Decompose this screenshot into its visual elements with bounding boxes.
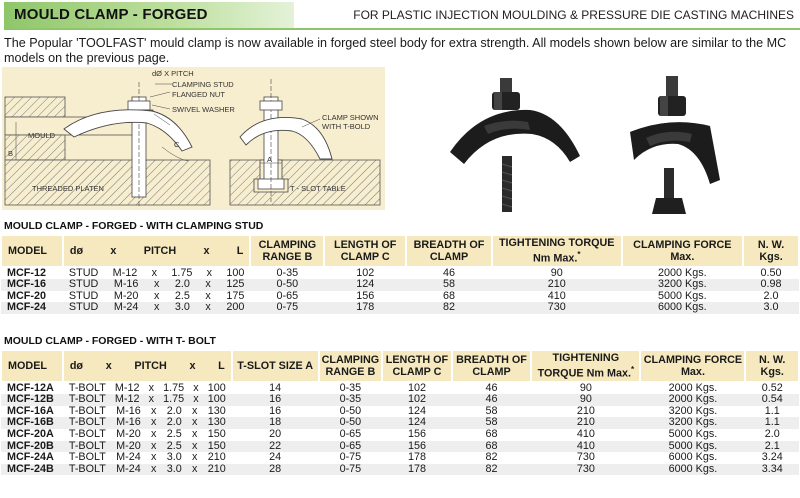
cell-model: MCF-12 [1,267,63,280]
cell-breadth: 46 [452,382,532,395]
cell-l: 210 [207,451,226,464]
cell-length: 124 [324,279,406,291]
cell-breadth: 46 [406,267,492,280]
cell-x1: x [151,266,157,279]
col-d: dø [69,244,84,257]
cell-model: MCF-20A [1,429,63,441]
cell-x2: x [192,462,198,475]
cell-range: 0-75 [250,302,324,314]
col-model: MODEL [1,350,63,382]
cell-force: 3200 Kgs. [622,279,744,291]
col-model: MODEL [1,235,63,267]
table-with-stud [0,234,800,314]
cell-tslot: 18 [232,417,319,429]
col-length: LENGTH OF CLAMP C [324,235,406,267]
cell-torque: 410 [531,429,640,441]
table1-title: MOULD CLAMP - FORGED - WITH CLAMPING STUD [4,220,264,232]
cell-range: 0-50 [319,417,383,429]
product-photos [420,68,720,216]
cell-x2: x [205,301,211,314]
cell-force: 2000 Kgs. [640,382,745,395]
cell-x1: x [151,439,157,452]
cell-type: T-BOLT [68,451,106,464]
col-range: CLAMPING RANGE B [250,235,324,267]
cell-length: 178 [324,302,406,314]
table-row [1,302,799,314]
cell-x2: x [192,416,198,429]
cell-force: 6000 Kgs. [622,302,744,314]
cell-breadth: 46 [452,394,532,406]
cell-x2: x [206,266,213,279]
cell-torque: 410 [531,441,640,453]
table-row [1,452,799,464]
cell-model: MCF-20B [1,441,63,453]
cell-pitch: 3.0 [166,451,182,464]
cell-nw: 0.50 [743,267,799,280]
cell-breadth: 58 [452,417,532,429]
cell-type: STUD [68,289,99,302]
cell-tslot: 20 [232,429,319,441]
cell-nw: 2.0 [745,429,799,441]
table-row [1,464,799,476]
col-torque [492,235,622,267]
label-t-slot-table: T - SLOT TABLE [290,184,346,193]
cell-nw: 0.98 [743,279,799,291]
torque-star: * [577,250,581,259]
label-clamp-t-bolt: CLAMP SHOWN WITH T-BOLD [322,113,379,131]
cell-range: 0-35 [250,267,324,280]
cell-x1: x [151,416,157,429]
col-breadth: BREADTH OF CLAMP [452,350,532,382]
cell-length: 178 [382,464,452,476]
cell-l: 150 [207,427,226,440]
cell-length: 156 [382,441,452,453]
clamp-with-t-bolt-icon [630,76,720,214]
cell-range: 0-35 [319,394,383,406]
cell-torque: 730 [531,452,640,464]
col-length: LENGTH OF CLAMP C [382,350,452,382]
cell-d: M-20 [116,439,141,452]
cell-nw: 3.24 [745,452,799,464]
col-pitch: PITCH [134,359,167,372]
cell-x1: x [151,404,157,417]
cell-d: M-20 [113,289,139,302]
cell-pitch: 1.75 [163,393,185,406]
cell-torque: 210 [492,279,622,291]
label-swivel-washer: SWIVEL WASHER [172,105,235,114]
cell-l: 100 [207,381,226,394]
cell-pitch: 3.0 [174,301,190,314]
torque-star: * [630,365,635,374]
cell-length: 102 [382,382,452,395]
col-force: CLAMPING FORCE Max. [640,350,745,382]
cell-d: M-24 [116,462,141,475]
cell-torque: 410 [492,291,622,303]
cell-range: 0-50 [319,406,383,418]
cell-pitch: 2.5 [166,439,182,452]
cell-pitch: 3.0 [166,462,182,475]
table1-header-row [1,235,799,267]
table1-body [1,267,799,314]
cell-force: 5000 Kgs. [640,441,745,453]
cell-x2: x [205,278,211,291]
label-flanged-nut: FLANGED NUT [172,90,225,99]
cell-range: 0-65 [319,441,383,453]
cell-breadth: 68 [406,291,492,303]
cell-l: 125 [226,278,245,291]
col-range: CLAMPING RANGE B [319,350,383,382]
cell-length: 156 [324,291,406,303]
cell-type: STUD [68,278,99,291]
label-pitch: dØ X PITCH [152,69,194,78]
col-nw: N. W. Kgs. [743,235,799,267]
cell-tslot: 22 [232,441,319,453]
cell-range: 0-75 [319,464,383,476]
cell-range: 0-75 [319,452,383,464]
cell-breadth: 82 [452,464,532,476]
cell-d: M-16 [116,404,141,417]
table-with-t-bolt [0,349,800,475]
cell-model: MCF-20 [1,291,63,303]
cell-pitch: 2.0 [166,404,182,417]
cell-d: M-16 [113,278,139,291]
cell-length: 156 [382,429,452,441]
cell-nw: 0.52 [745,382,799,395]
cell-x2: x [192,427,198,440]
cell-type: T-BOLT [68,404,106,417]
cell-force: 5000 Kgs. [640,429,745,441]
col-d: dø [69,359,84,372]
cell-breadth: 82 [406,302,492,314]
cell-l: 175 [226,289,245,302]
cell-model: MCF-24A [1,452,63,464]
technical-diagram [2,67,385,210]
cell-d: M-24 [113,301,139,314]
table2-body [1,382,799,476]
cell-range: 0-50 [250,279,324,291]
col-breadth: BREADTH OF CLAMP [406,235,492,267]
cell-size [63,452,232,464]
cell-d: M-12 [112,266,138,279]
cell-model: MCF-12A [1,382,63,395]
cell-pitch: 1.75 [163,381,185,394]
col-tslot: T-SLOT SIZE A [232,350,319,382]
cell-l: 100 [226,266,245,279]
cell-length: 124 [382,406,452,418]
cell-breadth: 68 [452,441,532,453]
cell-pitch: 2.5 [166,427,182,440]
cell-range: 0-65 [250,291,324,303]
cell-force: 5000 Kgs. [622,291,744,303]
cell-torque: 90 [531,382,640,395]
cell-type: T-BOLT [68,416,106,429]
cell-torque: 730 [531,464,640,476]
cell-tslot: 24 [232,452,319,464]
cell-size [63,429,232,441]
col-torque-label: TIGHTENING TORQUE Nm Max. [537,352,631,380]
col-force: CLAMPING FORCE Max. [622,235,744,267]
cell-x1: x [148,381,155,394]
cell-d: M-12 [114,381,140,394]
cell-length: 102 [382,394,452,406]
cell-breadth: 58 [406,279,492,291]
cell-x1: x [148,393,155,406]
cell-tslot: 28 [232,464,319,476]
cell-nw: 2.0 [743,291,799,303]
cell-force: 2000 Kgs. [622,267,744,280]
table2-header-row [1,350,799,382]
cell-length: 178 [382,452,452,464]
cell-model: MCF-12B [1,394,63,406]
cell-x2: x [192,404,198,417]
cell-model: MCF-24 [1,302,63,314]
cell-x2: x [192,451,198,464]
cell-size [63,302,251,314]
cell-x2: x [193,393,199,406]
cell-nw: 1.1 [745,417,799,429]
cell-pitch: 2.5 [174,289,190,302]
cell-type: T-BOLT [68,462,106,475]
cell-breadth: 68 [452,429,532,441]
cell-d: M-12 [114,393,140,406]
col-x1: x [105,359,112,372]
cell-type: STUD [68,301,99,314]
cell-torque: 90 [492,267,622,280]
cell-d: M-20 [116,427,141,440]
cell-torque: 210 [531,417,640,429]
cell-x1: x [151,462,157,475]
col-torque [531,350,640,382]
cell-force: 6000 Kgs. [640,464,745,476]
cell-x1: x [151,427,157,440]
table2-title: MOULD CLAMP - FORGED - WITH T- BOLT [4,335,216,347]
page-subtitle: FOR PLASTIC INJECTION MOULDING & PRESSURE DIE CASTING MACHINES [353,8,794,22]
cell-model: MCF-16 [1,279,63,291]
col-size [63,350,232,382]
cell-x1: x [151,451,157,464]
cell-pitch: 2.0 [174,278,190,291]
col-l: L [236,244,244,257]
page-title: MOULD CLAMP - FORGED [14,6,208,23]
cell-range: 0-65 [319,429,383,441]
cell-type: T-BOLT [68,439,106,452]
cell-type: T-BOLT [68,427,106,440]
cell-x1: x [153,301,160,314]
cell-type: T-BOLT [68,393,106,406]
col-x1: x [110,244,117,257]
cell-nw: 1.1 [745,406,799,418]
cell-tslot: 16 [232,406,319,418]
cell-torque: 730 [492,302,622,314]
header-rule [4,28,800,30]
cell-breadth: 82 [452,452,532,464]
cell-length: 102 [324,267,406,280]
cell-model: MCF-16B [1,417,63,429]
label-c: C [174,140,180,149]
label-b: B [8,149,14,158]
cell-type: T-BOLT [68,381,106,394]
cell-breadth: 58 [452,406,532,418]
label-threaded-platen: THREADED PLATEN [32,184,104,193]
cell-size [63,464,232,476]
cell-torque: 210 [531,406,640,418]
cell-length: 124 [382,417,452,429]
cell-x2: x [205,289,211,302]
cell-l: 130 [207,404,226,417]
label-mould: MOULD [28,131,56,140]
label-clamping-stud: CLAMPING STUD [172,80,234,89]
col-size [63,235,251,267]
cell-l: 200 [226,301,245,314]
cell-pitch: 2.0 [166,416,182,429]
cell-l: 150 [207,439,226,452]
intro-paragraph: The Popular 'TOOLFAST' mould clamp is now available in forged steel body for extra strength. All models shown below are similar to the MC models on the previous page. [4,36,787,65]
page-header [0,0,800,30]
cell-nw: 2.1 [745,441,799,453]
cell-nw: 3.0 [743,302,799,314]
cell-x2: x [192,439,198,452]
col-x2: x [203,244,210,257]
cell-force: 6000 Kgs. [640,452,745,464]
cell-force: 3200 Kgs. [640,417,745,429]
label-a: A [267,155,273,164]
col-nw: N. W. Kgs. [745,350,799,382]
cell-l: 130 [207,416,226,429]
cell-tslot: 16 [232,394,319,406]
cell-model: MCF-16A [1,406,63,418]
cell-nw: 0.54 [745,394,799,406]
cell-d: M-24 [116,451,141,464]
cell-nw: 3.34 [745,464,799,476]
cell-x2: x [193,381,199,394]
cell-range: 0-35 [319,382,383,395]
clamp-with-stud-icon [420,68,720,216]
col-torque-label: TIGHTENING TORQUE Nm Max. [498,237,615,265]
cell-torque: 90 [531,394,640,406]
col-x2: x [189,359,196,372]
cell-type: STUD [68,266,99,279]
cell-x1: x [153,289,160,302]
cell-force: 2000 Kgs. [640,394,745,406]
cell-force: 3200 Kgs. [640,406,745,418]
cell-tslot: 14 [232,382,319,395]
col-pitch: PITCH [143,244,177,257]
cell-model: MCF-24B [1,464,63,476]
table-row [1,429,799,441]
cell-x1: x [153,278,160,291]
cell-d: M-16 [116,416,141,429]
cell-l: 100 [207,393,226,406]
col-l: L [218,359,225,372]
cell-l: 210 [207,462,226,475]
cell-pitch: 1.75 [171,266,193,279]
